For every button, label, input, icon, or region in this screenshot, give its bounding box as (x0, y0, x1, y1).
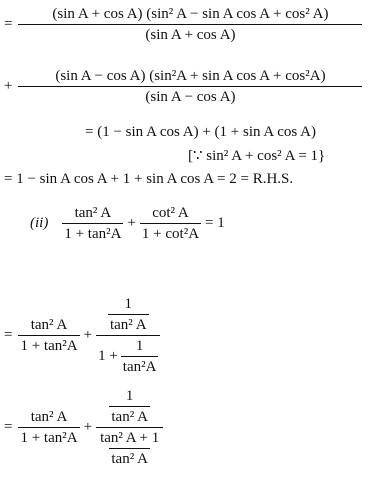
plus-sign: + (127, 215, 136, 232)
inner-fraction-bottom (98, 430, 161, 467)
plus-sign: + (83, 419, 93, 436)
numerator: tan² A (30, 409, 68, 425)
denominator: (sin A + cos A) (18, 24, 362, 44)
complex-numerator (106, 296, 151, 335)
identity-note: [∵ sin² A + cos² A = 1} (188, 148, 326, 164)
inner-fraction-top (109, 388, 150, 425)
denominator: tan² A (109, 406, 150, 426)
numerator: 1 (135, 338, 144, 354)
denominator: tan²A (121, 356, 159, 376)
complex-denominator (96, 427, 163, 467)
denominator: 1 + cot²A (140, 223, 201, 243)
fraction-cot (140, 205, 201, 242)
fraction-line-2 (18, 68, 362, 105)
complex-numerator (107, 388, 152, 427)
numerator: (sin A − cos A) (sin²A + sin A cos A + cos²A) (55, 68, 326, 84)
plus-sign: + (83, 327, 93, 344)
plus-sign: + (4, 78, 13, 95)
part-ii-statement (30, 205, 229, 242)
numerator: tan² A + 1 (100, 430, 160, 446)
denominator: (sin A − cos A) (18, 86, 362, 106)
rhs: = 1 (205, 215, 225, 232)
fraction-tan (18, 409, 79, 446)
equals-sign: = (4, 327, 13, 344)
equals-sign: = (4, 419, 13, 436)
inner-fraction-bottom (121, 338, 159, 375)
part-label: (ii) (30, 215, 49, 232)
line-4 (188, 148, 325, 165)
step-1 (4, 296, 160, 375)
line-3 (85, 124, 316, 141)
complex-fraction (96, 388, 163, 467)
denominator: tan² A (109, 448, 150, 468)
numerator: (sin A + cos A) (sin² A − sin A cos A + cos² A) (52, 6, 329, 22)
fraction-line-1 (18, 6, 362, 43)
line-1 (4, 6, 362, 43)
numerator: tan² A (30, 317, 68, 333)
step-2 (4, 388, 163, 467)
numerator: tan² A (74, 205, 112, 221)
denominator: 1 + tan²A (18, 335, 79, 355)
denominator: 1 + tan²A (62, 223, 123, 243)
fraction-tan (18, 317, 79, 354)
complex-denominator (96, 335, 160, 375)
line-5 (4, 171, 293, 188)
one-plus: 1 + (98, 348, 118, 365)
expression: = 1 − sin A cos A + 1 + sin A cos A = 2 = R.H.S. (4, 171, 294, 187)
numerator: cot² A (152, 205, 189, 221)
expression: = (1 − sin A cos A) + (1 + sin A cos A) (85, 124, 316, 140)
numerator: 1 (125, 388, 134, 404)
complex-fraction (96, 296, 160, 375)
numerator: 1 (124, 296, 132, 312)
fraction-tan (62, 205, 123, 242)
denominator: 1 + tan²A (18, 427, 79, 447)
inner-fraction-top (108, 296, 149, 333)
equals-sign: = (4, 16, 13, 33)
line-2 (4, 68, 362, 105)
denominator: tan² A (108, 314, 149, 334)
